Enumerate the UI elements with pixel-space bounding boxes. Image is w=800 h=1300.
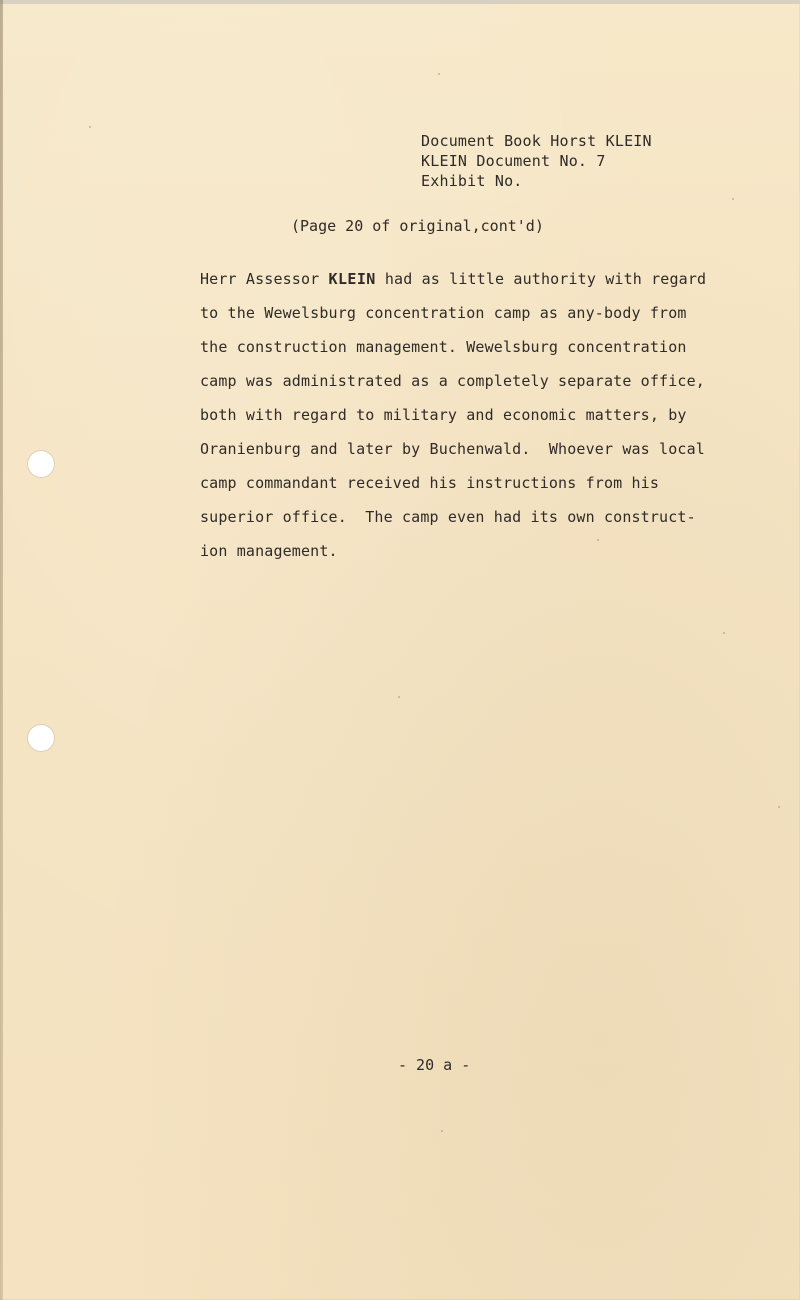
body-line-5: both with regard to military and economic matters, by: [200, 406, 687, 424]
body-line-8: superior office. The camp even had its own construct-: [200, 508, 696, 526]
paper-top-edge: [0, 0, 800, 4]
body-line-1-emphasis: KLEIN: [328, 270, 376, 288]
body-line-6: Oranienburg and later by Buchenwald. Whoever was local: [200, 440, 705, 458]
body-line-2: to the Wewelsburg concentration camp as any-body from: [200, 304, 687, 322]
paper-speck: [597, 539, 599, 541]
body-line-9: ion management.: [200, 542, 338, 560]
paper-speck: [441, 1130, 443, 1132]
paper-speck: [778, 806, 780, 808]
header-document-book: Document Book Horst KLEIN: [421, 132, 652, 150]
document-body: [200, 262, 770, 568]
header-exhibit-number: Exhibit No.: [421, 172, 523, 190]
paper-speck: [732, 198, 734, 200]
body-line-4: camp was administrated as a completely separate office,: [200, 372, 705, 390]
document-header: [421, 131, 721, 191]
body-line-1-after: had as little authority with regard: [375, 270, 707, 288]
paper-left-edge: [0, 0, 3, 1300]
body-line-1: [200, 262, 770, 296]
paper-speck: [438, 73, 440, 75]
body-line-1-before: Herr Assessor: [200, 270, 329, 288]
page-continuation-note: (Page 20 of original,cont'd): [291, 217, 544, 235]
paper-speck: [89, 126, 91, 128]
body-line-7: camp commandant received his instructions from his: [200, 474, 660, 492]
paper-speck: [398, 696, 400, 698]
punch-hole-upper: [28, 451, 54, 477]
header-document-number: KLEIN Document No. 7: [421, 152, 606, 170]
punch-hole-lower: [28, 725, 54, 751]
body-line-3: the construction management. Wewelsburg concentration: [200, 338, 687, 356]
page-number: - 20 a -: [398, 1056, 471, 1074]
paper-speck: [723, 632, 725, 634]
